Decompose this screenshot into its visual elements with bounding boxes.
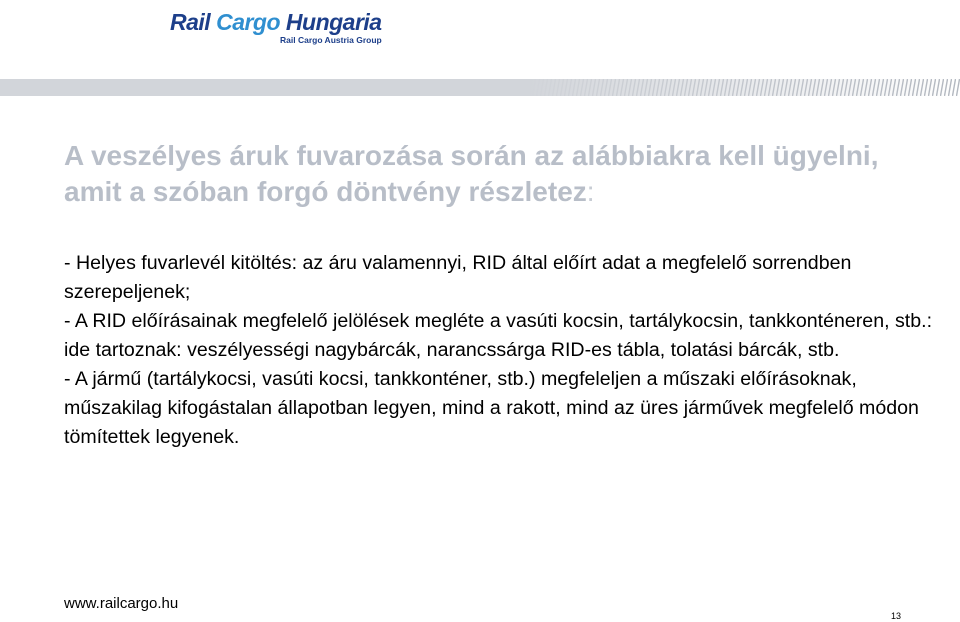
requirements-list: [64, 249, 934, 452]
logo-subtitle: Rail Cargo Austria Group: [280, 35, 382, 45]
requirement-markings: - A RID előírásainak megfelelő jelölések megléte a vasúti kocsin, tartálykocsin, tankkonténeren, stb.: ide tartoznak: veszélyességi nagybárcák, narancssárga RID-es tábla, tolatási bárcák, stb.: [64, 310, 933, 361]
page-number: 13: [891, 611, 902, 621]
logo-wordmark: [170, 8, 382, 36]
slide-title: [64, 138, 924, 210]
decorative-stripe-band: [0, 79, 960, 96]
rail-cargo-hungaria-logo: [170, 8, 410, 48]
requirement-vehicle-condition: - A jármű (tartálykocsi, vasúti kocsi, tankkonténer, stb.) megfeleljen a műszaki előírásoknak, műszakilag kifogástalan állapotban legyen, mind a rakott, mind az üres járművek megfelelő módon tömítettek legyenek.: [64, 368, 919, 448]
logo-word-rail: Rail: [170, 9, 211, 35]
logo-word-hungaria: Hungaria: [285, 9, 382, 35]
logo-word-cargo: Cargo: [216, 9, 281, 35]
slide-title-colon: :: [586, 176, 595, 207]
slide-title-text: A veszélyes áruk fuvarozása során az alábbiakra kell ügyelni, amit a szóban forgó döntvény részletez: [64, 140, 879, 207]
footer-website-url: www.railcargo.hu: [64, 595, 179, 612]
requirement-consignment-note: - Helyes fuvarlevél kitöltés: az áru valamennyi, RID által előírt adat a megfelelő sorrendben szerepeljenek;: [64, 252, 852, 303]
